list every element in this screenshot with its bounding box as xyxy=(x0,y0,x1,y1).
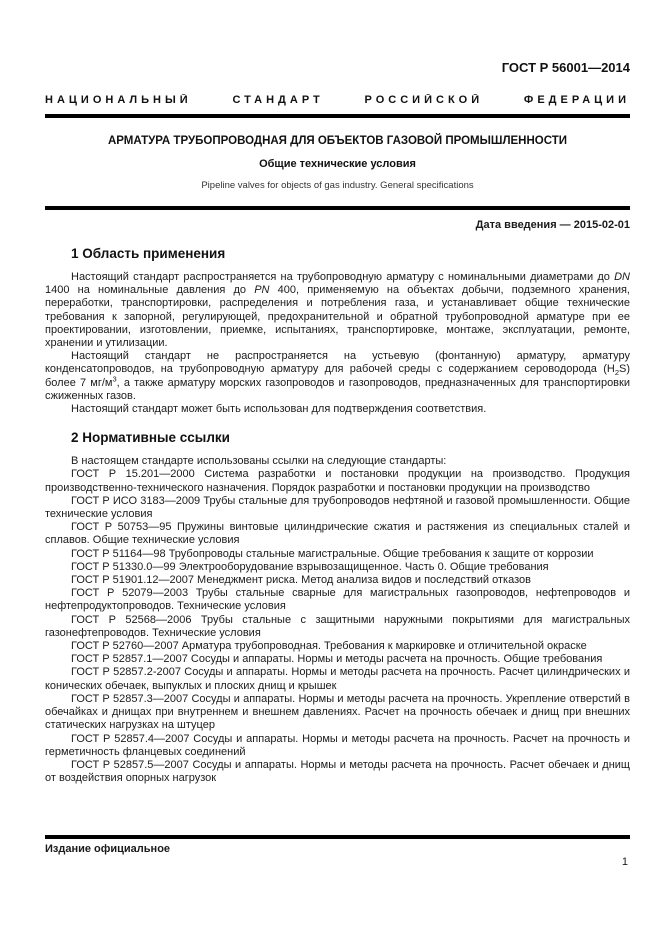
section-1-paragraph: Настоящий стандарт распространяется на трубопроводную арматуру с номинальными диаметрами до DN 1400 на номинальные давления до PN 400, применяемую на объектах добычи, подземного хранения, переработки, транспортировки, распределения и потребления газа, и устанавливает общие технические требования к запорной, регулирующей, предохранительной и обратной трубопроводной арматуре при ее проектировании, изготовлении, приемке, испытаниях, транспортировке, монтаже, эксплуатации, ремонте, хранении и утилизации. xyxy=(45,271,630,350)
reference-item: ГОСТ Р 52857.1—2007 Сосуды и аппараты. Нормы и методы расчета на прочность. Общие требования xyxy=(71,653,603,666)
reference-item: ГОСТ Р 51164—98 Трубопроводы стальные магистральные. Общие требования к защите от коррозии xyxy=(71,547,594,560)
reference-item: ГОСТ Р 52760—2007 Арматура трубопроводная. Требования к маркировке и отличительной окраске xyxy=(71,640,587,653)
reference-item: ГОСТ Р 52079—2003 Трубы стальные сварные для магистральных газопроводов, нефтепроводов и нефтепродуктопроводов. Технические условия xyxy=(45,587,630,613)
header-rule xyxy=(45,114,630,118)
reference-item: ГОСТ Р 50753—95 Пружины винтовые цилиндрические сжатия и растяжения из специальных сталей и сплавов. Общие технические условия xyxy=(45,521,630,547)
reference-item: ГОСТ Р 52568—2006 Трубы стальные с защитными наружными покрытиями для магистральных газонефтепроводов. Технические условия xyxy=(45,613,630,639)
section-1-heading: 1 Область применения xyxy=(71,246,226,261)
document-title-english: Pipeline valves for objects of gas industry. General specifications xyxy=(201,180,474,191)
introduction-date: Дата введения — 2015-02-01 xyxy=(475,219,630,231)
reference-item: ГОСТ Р 51901.12—2007 Менеджмент риска. Метод анализа видов и последствий отказов xyxy=(71,574,531,587)
page-content xyxy=(45,0,630,785)
section-2-heading: 2 Нормативные ссылки xyxy=(71,430,230,446)
footer-rule xyxy=(45,835,630,839)
reference-item: ГОСТ Р 52857.5—2007 Сосуды и аппараты. Нормы и методы расчета на прочность. Расчет обечаек и днищ от воздействия опорных нагрузок xyxy=(45,758,630,785)
reference-item: ГОСТ Р 52857.3—2007 Сосуды и аппараты. Нормы и методы расчета на прочность. Укрепление отверстий в обечайках и днищах при внутреннем и внешнем давлениях. Расчет на прочность обечаек и днищ при внешних статических нагрузках на штуцер xyxy=(45,692,630,732)
section-1-paragraph: Настоящий стандарт может быть использован для подтверждения соответствия. xyxy=(71,403,487,416)
reference-item: ГОСТ Р 52857.4—2007 Сосуды и аппараты. Нормы и методы расчета на прочность. Расчет на прочность и герметичность фланцевых соединений xyxy=(45,732,630,758)
page-number: 1 xyxy=(621,856,628,868)
document-title: АРМАТУРА ТРУБОПРОВОДНАЯ ДЛЯ ОБЪЕКТОВ ГАЗОВОЙ ПРОМЫШЛЕННОСТИ xyxy=(107,135,568,147)
reference-item: ГОСТ Р 52857.2-2007 Сосуды и аппараты. Нормы и методы расчета на прочность. Расчет цилиндрических и конических обечаек, выпуклых и плоских днищ и крышек xyxy=(45,666,630,692)
section-1-paragraph: Настоящий стандарт не распространяется на устьевую (фонтанную) арматуру, арматуру конденсатопроводов, на трубопроводную арматуру для рабочей среды с содержанием сероводорода $(H_2S)$ более 7 $мг/м^3$, а также арматуру морских газопроводов и газопроводов, предназначенных для транспортировки сжиженных газов. xyxy=(45,350,630,402)
reference-item: ГОСТ Р 15.201—2000 Система разработки и постановки продукции на производство. Продукция производственно-технического назначения. Порядок разработки и постановки продукции на производство xyxy=(45,468,630,494)
edition-note: Издание официальное xyxy=(45,843,171,855)
document-subtitle: Общие технические условия xyxy=(259,158,416,170)
standard-code: ГОСТ Р 56001—2014 xyxy=(501,60,630,75)
reference-item: ГОСТ Р ИСО 3183—2009 Трубы стальные для трубопроводов нефтяной и газовой промышленности. Общие технические условия xyxy=(45,494,630,521)
reference-item: ГОСТ Р 51330.0—99 Электрооборудование взрывозащищенное. Часть 0. Общие требования xyxy=(71,560,549,573)
title-rule xyxy=(45,206,630,210)
section-2-intro: В настоящем стандарте использованы ссылки на следующие стандарты: xyxy=(71,455,447,468)
federation-banner: НАЦИОНАЛЬНЫЙ СТАНДАРТ РОССИЙСКОЙ ФЕДЕРАЦИИ xyxy=(45,94,630,106)
